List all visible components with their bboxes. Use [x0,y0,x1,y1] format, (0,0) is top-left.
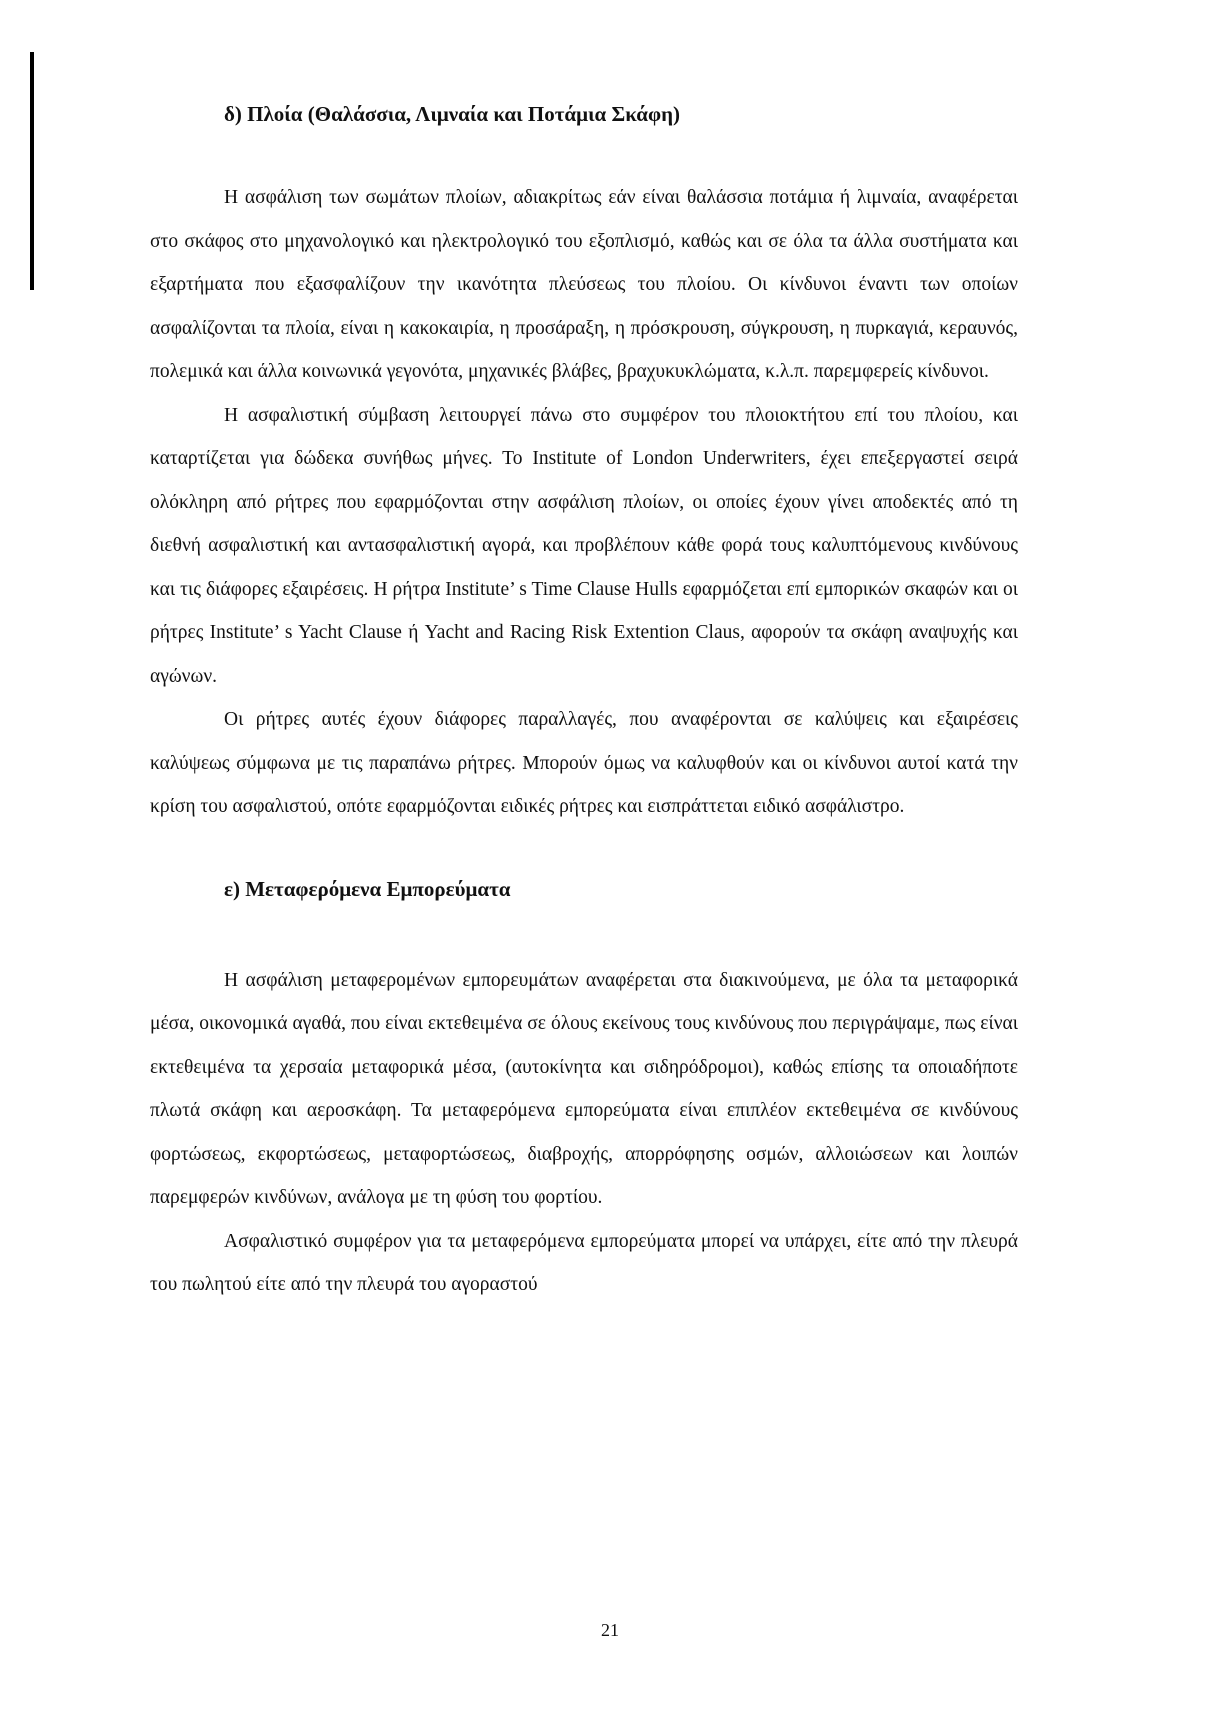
paragraph-cargo-interest: Ασφαλιστικό συμφέρον για τα μεταφερόμενα εμπορεύματα μπορεί να υπάρχει, είτε από την πλευρά του πωλητού είτε από την πλευρά του αγοραστού [150,1230,1018,1295]
scan-margin-bar [30,52,34,290]
paragraph-ships-risks: Η ασφάλιση των σωμάτων πλοίων, αδιακρίτως εάν είναι θαλάσσια ποτάμια ή λιμναία, αναφέρεται στο σκάφος στο μηχανολογικό και ηλεκτρολογικό του εξοπλισμό, καθώς και σε όλα τα άλλα συστήματα και εξαρτήματα που εξασφαλίζουν την ικανότητα πλεύσεως του πλοίου. Οι κίνδυνοι έναντι των οποίων ασφαλίζονται τα πλοία, είναι η κακοκαιρία, η προσάραξη, η πρόσκρουση, σύγκρουση, η πυρκαγιά, κεραυνός, πολεμικά και άλλα κοινωνικά γεγονότα, μηχανικές βλάβες, βραχυκυκλώματα, κ.λ.π. παρεμφερείς κίνδυνοι. [150,187,1018,382]
paragraph-ships-contract: Η ασφαλιστική σύμβαση λειτουργεί πάνω στο συμφέρον του πλοιοκτήτου επί του πλοίου, και καταρτίζεται για δώδεκα συνήθως μήνες. Το Institute of London Underwriters, έχει επεξεργαστεί σειρά ολόκληρη από ρήτρες που εφαρμόζονται στην ασφάλιση πλοίων, οι οποίες έχουν γίνει αποδεκτές από τη διεθνή ασφαλιστική και αντασφαλιστική αγορά, και προβλέπουν κάθε φορά τους καλυπτόμενους κινδύνους και τις διάφορες εξαιρέσεις. Η ρήτρα Institute’ s Time Clause Hulls εφαρμόζεται επί εμπορικών σκαφών και οι ρήτρες Institute’ s Yacht Clause ή Yacht and Racing Risk Extention Claus, αφορούν τα σκάφη αναψυχής και αγώνων. [150,404,1018,687]
section-heading-cargo: ε) Μεταφερόμενα Εμπορεύματα [224,876,511,901]
section-heading-ships: δ) Πλοία (Θαλάσσια, Λιμναία και Ποτάμια Σκάφη) [224,102,681,126]
paragraph-ships-clauses: Οι ρήτρες αυτές έχουν διάφορες παραλλαγές, που αναφέρονται σε καλύψεις και εξαιρέσεις καλύψεως σύμφωνα με τις παραπάνω ρήτρες. Μπορούν όμως να καλυφθούν και οι κίνδυνοι αυτοί κατά την κρίση του ασφαλιστού, οπότε εφαρμόζονται ειδικές ρήτρες και εισπράττεται ειδικό ασφάλιστρο. [150,709,1018,817]
document-page [150,100,1018,1307]
paragraph-cargo-insurance: Η ασφάλιση μεταφερομένων εμπορευμάτων αναφέρεται στα διακινούμενα, με όλα τα μεταφορικά μέσα, οικονομικά αγαθά, που είναι εκτεθειμένα σε όλους εκείνους τους κινδύνους που περιγράψαμε, πως είναι εκτεθειμένα τα χερσαία μεταφορικά μέσα, (αυτοκίνητα και σιδηρόδρομοι), καθώς επίσης τα οποιαδήποτε πλωτά σκάφη και αεροσκάφη. Τα μεταφερόμενα εμπορεύματα είναι επιπλέον εκτεθειμένα σε κινδύνους φορτώσεως, εκφορτώσεως, μεταφορτώσεως, διαβροχής, απορρόφησης οσμών, αλλοιώσεων και λοιπών παρεμφερών κινδύνων, ανάλογα με τη φύση του φορτίου. [150,969,1018,1208]
page-number: 21 [601,1620,619,1640]
